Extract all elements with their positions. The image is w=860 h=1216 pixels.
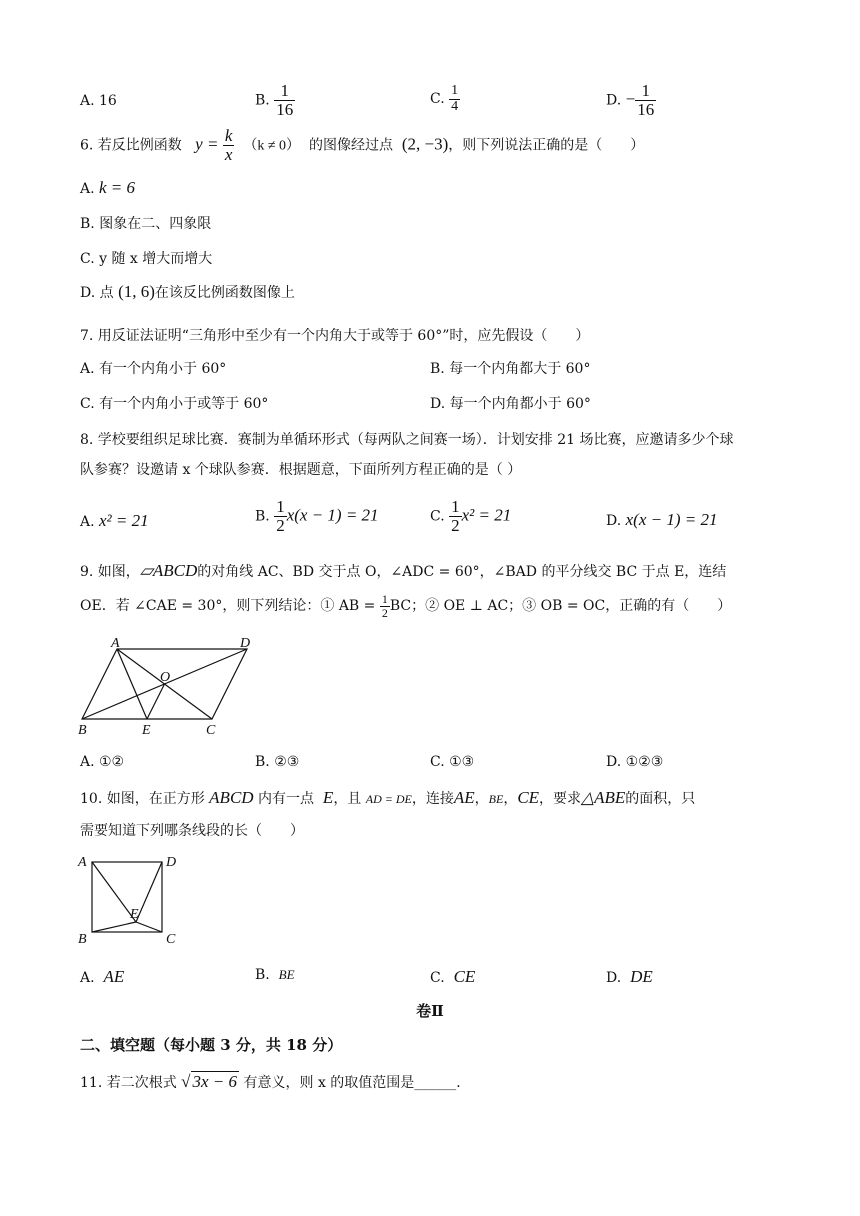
q7-option-c: C. 有一个内角小于或等于 60° bbox=[80, 396, 269, 412]
q10-option-b: B. BE bbox=[255, 967, 295, 983]
square-outline bbox=[92, 862, 162, 932]
q6-option-d: D. 点 (1, 6)在该反比例函数图像上 bbox=[80, 282, 295, 301]
label-a: A bbox=[78, 855, 87, 870]
label-c: C bbox=[166, 932, 176, 947]
q8-option-b: B. $\frac{1}{2}$ x(x − 1) = 21 bbox=[255, 497, 379, 535]
q6-option-c: C. y 随 x 增大而增大 bbox=[80, 251, 213, 267]
section-title: 卷Ⅱ bbox=[416, 1002, 444, 1020]
q7-option-a: A. 有一个内角小于 60° bbox=[80, 361, 227, 377]
q10-option-a: A. AE bbox=[80, 967, 125, 986]
q8-stem-line1: 8. 学校要组织足球比赛．赛制为单循环形式（每两队之间赛一场）．计划安排 21 场比赛，应邀请多少个球 bbox=[80, 432, 734, 448]
q5-option-b: B. $\frac{1}{16}$ bbox=[255, 81, 294, 119]
q10-option-d: D. DE bbox=[606, 967, 653, 986]
q8-stem-line2: 队参赛？设邀请 x 个球队参赛．根据题意，下面所列方程正确的是（ ） bbox=[80, 462, 522, 478]
q9-parallelogram-figure bbox=[72, 634, 262, 740]
part2-heading: 二、填空题（每小题 3 分，共 18 分） bbox=[80, 1036, 343, 1054]
q9-stem-line1: 9. 如图，▱ABCD的对角线 AC、BD 交于点 O，∠ADC = 60°，∠BAD 的平分线交 BC 于点 E，连结 bbox=[80, 561, 727, 580]
q8-option-a: A. x² = 21 bbox=[80, 511, 149, 530]
label-o: O bbox=[160, 670, 171, 685]
q8-option-d: D. x(x − 1) = 21 bbox=[606, 510, 718, 529]
q11-stem: 11. 若二次根式 √ 3x − 6 有意义，则 x 的取值范围是______． bbox=[80, 1072, 471, 1091]
q10-stem-line2: 需要知道下列哪条线段的长（ ） bbox=[80, 823, 304, 839]
label-e: E bbox=[142, 723, 151, 738]
q7-option-b: B. 每一个内角都大于 60° bbox=[430, 361, 591, 377]
segment-oe bbox=[147, 684, 165, 719]
label-c: C bbox=[206, 723, 216, 738]
q5-option-a: A. 16 bbox=[80, 93, 117, 109]
label-e: E bbox=[130, 907, 139, 922]
q8-option-c: C. $\frac{1}{2}$ x² = 21 bbox=[430, 497, 512, 535]
q9-option-c: C. ①③ bbox=[430, 754, 475, 770]
q5-option-d: D. − $\frac{1}{16}$ bbox=[606, 81, 655, 119]
segment-be bbox=[92, 922, 136, 932]
q5-option-c: C. $\frac{1}{4}$ bbox=[430, 83, 459, 114]
q7-stem: 7. 用反证法证明“三角形中至少有一个内角大于或等于 60°”时，应先假设（ ） bbox=[80, 328, 590, 344]
q10-square-figure bbox=[74, 852, 184, 948]
segment-de bbox=[136, 862, 162, 922]
q10-stem-line1: 10. 如图，在正方形 ABCD 内有一点 E，且 AD = DE，连接AE，BE，CE，要求△ABE的面积，只 bbox=[80, 788, 696, 807]
q9-option-a: A. ①② bbox=[80, 754, 125, 770]
q6-stem: 6. 若反比例函数 y = $\frac{k}{x}$ （k ≠ 0） 的图像经过点 (2, −3)，则下列说法正确的是（ ） bbox=[80, 126, 645, 164]
label-d: D bbox=[166, 855, 177, 870]
radical-sign: √ bbox=[181, 1072, 191, 1091]
q9-option-b: B. ②③ bbox=[255, 754, 300, 770]
q9-option-d: D. ①②③ bbox=[606, 754, 664, 770]
q6-option-b: B. 图象在二、四象限 bbox=[80, 216, 212, 232]
segment-ce bbox=[136, 922, 162, 932]
q7-option-d: D. 每一个内角都小于 60° bbox=[430, 396, 591, 412]
label-b: B bbox=[78, 932, 87, 947]
label-a: A bbox=[111, 636, 120, 651]
label-b: B bbox=[78, 723, 87, 738]
q10-option-c: C. CE bbox=[430, 967, 476, 986]
q6-option-a: A. k = 6 bbox=[80, 178, 136, 197]
label-d: D bbox=[240, 636, 251, 651]
q9-stem-line2: OE．若 ∠CAE = 30°，则下列结论：① AB = $\frac{1}{2}$ BC；② OE ⊥ AC；③ OB = OC，正确的有（ ） bbox=[80, 592, 732, 620]
